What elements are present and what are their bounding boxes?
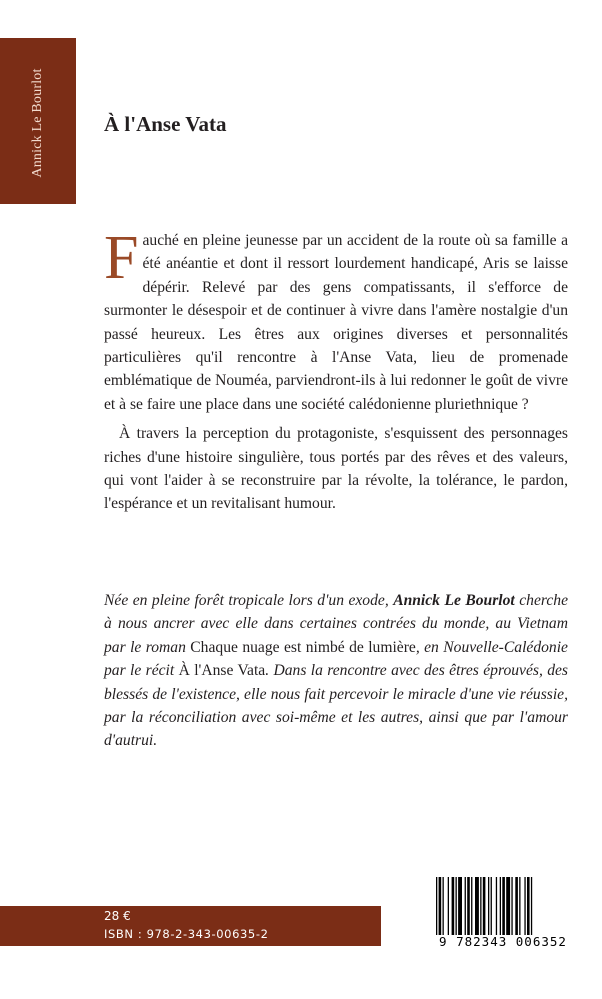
barcode-stripe xyxy=(527,877,530,935)
isbn: ISBN : 978-2-343-00635-2 xyxy=(104,927,269,941)
price-bar xyxy=(0,906,381,946)
barcode-stripe xyxy=(439,877,442,935)
author-bio-text xyxy=(104,589,568,753)
blurb-paragraph-2: À travers la perception du protagoniste, s'esquissent des personnages riches d'une histoire singulière, tous portés par des rêves et des valeurs, qui vont l'aider à se reconstruire par la révolte, la tolérance, le pardon, l'espérance et un revitalisant humour. xyxy=(104,425,568,513)
bio-text-2: cherche à nous ancrer avec elle dans certaines contrées du monde, au Vietnam par le roman xyxy=(104,592,568,656)
barcode-stripe xyxy=(475,877,479,935)
barcode-stripe xyxy=(467,877,470,935)
bio-text-1: Née en pleine forêt tropicale lors d'un exode, xyxy=(104,592,394,609)
bio-text-4: . Dans la rencontre avec des êtres éprouvés, des blessés de l'existence, elle nous fait percevoir le miracle d'une vie réussie, par la réconciliation avec soi-même et les autres, ainsi que par l'amour d'autrui. xyxy=(104,662,568,750)
barcode-stripe xyxy=(443,877,444,935)
barcode-stripe xyxy=(502,877,505,935)
blurb-text-1: auché en pleine jeunesse par un accident de la route où sa famille a été anéantie et dont il ressort lourdement handicapé, Aris se laisse dépérir. Relevé par des gens compatissants, il s'efforce de surmonter le désespoir et de continuer à vivre dans l'amère nostalgie d'un passé heureux. Les êtres aux origines diverses et personnalités particulières qu'il rencontre à l'Anse Vata, lieu de promenade emblématique de Nouméa, parviendront-ils à lui redonner le goût de vivre et à se faire une place dans une société calédonienne pluriethnique ? xyxy=(104,232,568,413)
barcode-stripe xyxy=(456,877,457,935)
bio-author-name: Annick Le Bourlot xyxy=(393,592,515,609)
barcode-stripe xyxy=(483,877,486,935)
spine-author: Annick Le Bourlot xyxy=(30,68,45,178)
barcode-stripe xyxy=(465,877,466,935)
barcode-stripe xyxy=(519,877,520,935)
barcode-stripe xyxy=(452,877,455,935)
barcode-stripe xyxy=(511,877,512,935)
barcode-stripe xyxy=(458,877,462,935)
blurb xyxy=(104,224,568,516)
bio-book-title-2: À l'Anse Vata xyxy=(178,662,266,680)
price: 28 € xyxy=(104,909,131,923)
author-bio xyxy=(104,589,568,753)
barcode-stripe xyxy=(488,877,489,935)
barcode-stripe xyxy=(496,877,497,935)
blurb-paragraph-1 xyxy=(104,224,568,416)
barcode xyxy=(434,877,572,951)
barcode-stripe xyxy=(448,877,449,935)
barcode-stripe xyxy=(480,877,481,935)
barcode-stripe xyxy=(524,877,525,935)
barcode-stripe xyxy=(436,877,437,935)
spine-tab xyxy=(0,38,76,204)
drop-cap: F xyxy=(104,224,139,292)
barcode-stripe xyxy=(500,877,501,935)
book-title: À l'Anse Vata xyxy=(104,112,227,136)
barcode-stripe xyxy=(531,877,532,935)
bio-text-3: , en Nouvelle-Calédonie par le récit xyxy=(104,638,568,680)
bio-book-title-1: Chaque nuage est nimbé de lumière xyxy=(190,638,416,656)
barcode-stripe xyxy=(515,877,518,935)
barcode-stripe xyxy=(506,877,510,935)
barcode-stripe xyxy=(471,877,472,935)
barcode-bars xyxy=(434,877,572,935)
barcode-stripe xyxy=(491,877,492,935)
barcode-digits: 9 782343 006352 xyxy=(439,934,567,949)
